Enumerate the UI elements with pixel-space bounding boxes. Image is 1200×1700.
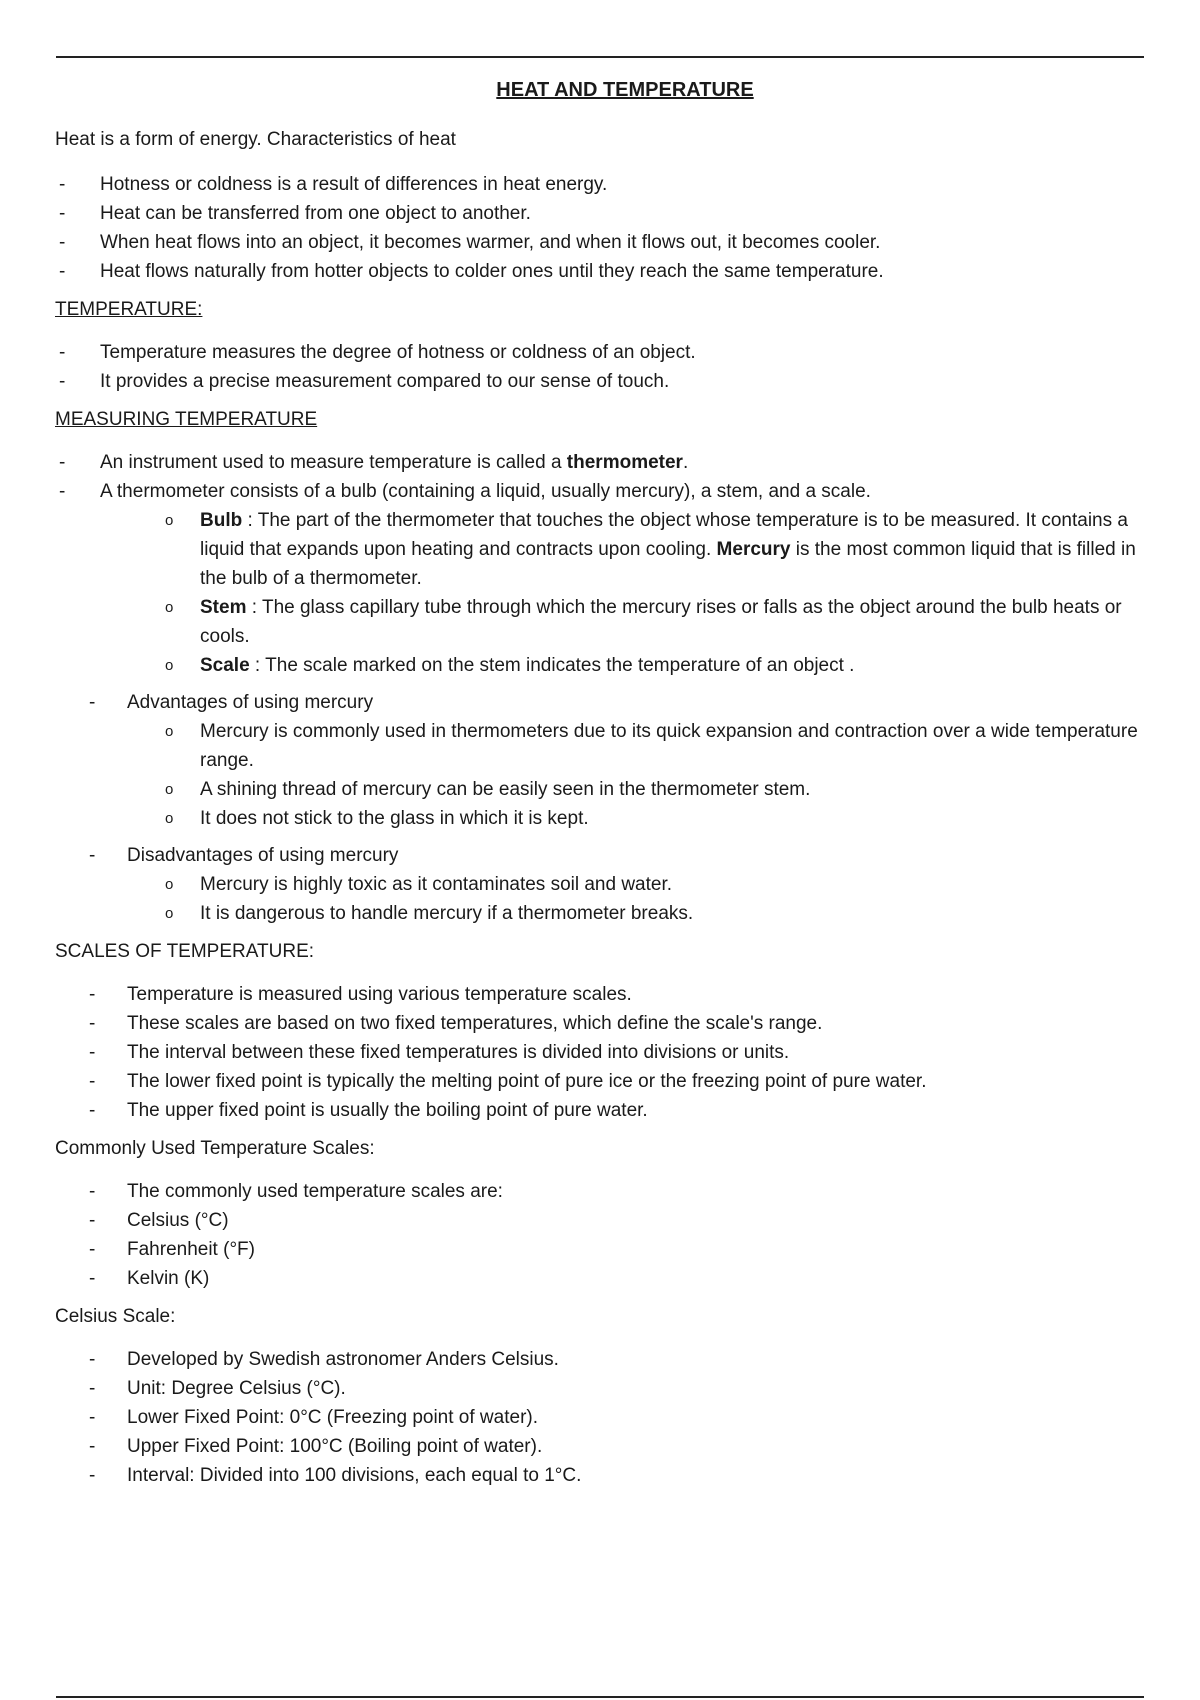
list-item: - The lower fixed point is typically the melting point of pure ice or the freezing point of pure water.: [89, 1071, 927, 1092]
list-item: - Upper Fixed Point: 100°C (Boiling point of water).: [89, 1436, 543, 1457]
intro-text: Heat is a form of energy. Characteristics of heat: [55, 129, 456, 150]
list-item: - Interval: Divided into 100 divisions, each equal to 1°C.: [89, 1465, 582, 1486]
list-item: - These scales are based on two fixed temperatures, which define the scale's range.: [89, 1013, 823, 1034]
measuring-heading: MEASURING TEMPERATURE: [55, 409, 318, 430]
list-item: o It does not stick to the glass in which it is kept.: [165, 808, 589, 829]
measuring-list: [55, 448, 1145, 680]
list-item: - Hotness or coldness is a result of differences in heat energy.: [59, 174, 608, 195]
celsius-list: [55, 1345, 1145, 1490]
document-page: [55, 70, 1145, 1498]
list-item: - Heat flows naturally from hotter objects to colder ones until they reach the same temperature.: [59, 261, 884, 282]
list-item-bulb: o Bulb : The part of the thermometer that touches the object whose temperature is to be measured. It contains a liquid that expands upon heating and contracts upon cooling. Mercury is the most common liquid that is filled in the bulb of a thermometer.: [165, 510, 1136, 589]
list-item: o A shining thread of mercury can be easily seen in the thermometer stem.: [165, 779, 811, 800]
scales-list: [55, 980, 1145, 1125]
list-item-scale: o Scale : The scale marked on the stem indicates the temperature of an object .: [165, 655, 855, 676]
scales-heading: SCALES OF TEMPERATURE:: [55, 941, 315, 962]
list-item: - Lower Fixed Point: 0°C (Freezing point of water).: [89, 1407, 538, 1428]
top-rule: [56, 56, 1144, 58]
list-item: o Mercury is highly toxic as it contaminates soil and water.: [165, 874, 673, 895]
list-item: o It is dangerous to handle mercury if a thermometer breaks.: [165, 903, 694, 924]
mercury-list: [55, 688, 1145, 928]
list-item: - Fahrenheit (°F): [89, 1239, 255, 1260]
list-item: - Temperature measures the degree of hotness or coldness of an object.: [59, 342, 696, 363]
common-scales-heading: Commonly Used Temperature Scales:: [55, 1138, 375, 1159]
list-item: - Heat can be transferred from one object to another.: [59, 203, 531, 224]
list-item: - A thermometer consists of a bulb (containing a liquid, usually mercury), a stem, and a scale. o Bulb : The part of the thermometer that touches the object whose temperature is to be measured. It contains a liquid that expands upon heating and contracts upon cooling. Mercury is the most common liquid that is filled in the bulb of a thermometer. o Stem : The glass capillary tube through which the mercury rises or falls as the object around the bulb heats or cools. o Scale : The scale marked on the stem indicates the temperature of an object .: [55, 477, 1145, 680]
common-scales-list: [55, 1177, 1145, 1293]
thermometer-term: thermometer: [566, 452, 683, 473]
list-item: - Temperature is measured using various temperature scales.: [89, 984, 632, 1005]
heat-characteristics-list: [55, 170, 1145, 286]
celsius-heading: Celsius Scale:: [55, 1306, 176, 1327]
bottom-rule: [56, 1696, 1144, 1698]
list-item: - Unit: Degree Celsius (°C).: [89, 1378, 346, 1399]
temperature-list: [55, 338, 1145, 396]
disadvantages-list: [127, 870, 1145, 928]
list-item: - The upper fixed point is usually the boiling point of pure water.: [89, 1100, 648, 1121]
list-item: - Developed by Swedish astronomer Anders Celsius.: [89, 1349, 559, 1370]
advantages-list: [127, 717, 1145, 833]
page-title: HEAT AND TEMPERATURE: [496, 79, 754, 101]
list-item: - It provides a precise measurement compared to our sense of touch.: [59, 371, 670, 392]
list-item: - Celsius (°C): [89, 1210, 229, 1231]
list-item: - The commonly used temperature scales are:: [89, 1181, 503, 1202]
thermometer-parts-list: [100, 506, 1145, 680]
list-item: - An instrument used to measure temperature is called a thermometer.: [59, 452, 689, 473]
list-item: - When heat flows into an object, it becomes warmer, and when it flows out, it becomes cooler.: [59, 232, 881, 253]
list-item-disadvantages: - Disadvantages of using mercury o Mercury is highly toxic as it contaminates soil and water. o It is dangerous to handle mercury if a thermometer breaks.: [55, 841, 1145, 928]
temperature-heading: TEMPERATURE:: [55, 299, 203, 320]
list-item-advantages: - Advantages of using mercury o Mercury is commonly used in thermometers due to its quick expansion and contraction over a wide temperature range. o A shining thread of mercury can be easily seen in the thermometer stem. o It does not stick to the glass in which it is kept.: [55, 688, 1145, 833]
list-item: o Mercury is commonly used in thermometers due to its quick expansion and contraction over a wide temperature range.: [165, 721, 1138, 771]
list-item: - Kelvin (K): [89, 1268, 210, 1289]
list-item-stem: o Stem : The glass capillary tube through which the mercury rises or falls as the object around the bulb heats or cools.: [165, 597, 1122, 647]
list-item: - The interval between these fixed temperatures is divided into divisions or units.: [89, 1042, 790, 1063]
